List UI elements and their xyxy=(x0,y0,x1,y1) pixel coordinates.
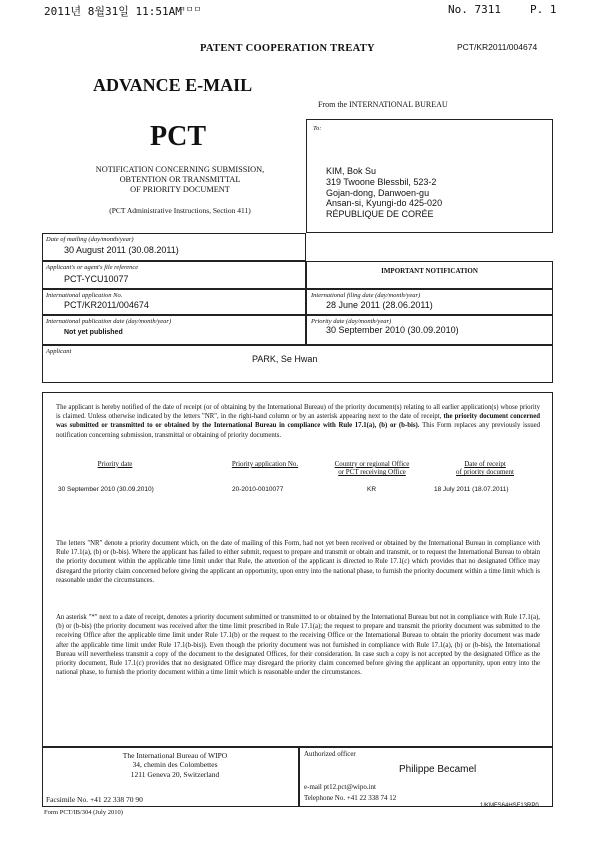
intl-app-value: PCT/KR2011/004674 xyxy=(64,300,149,310)
priority-date-value: 30 September 2010 (30.09.2010) xyxy=(326,325,459,335)
instructions-ref: (PCT Administrative Instructions, Section 411) xyxy=(109,206,251,215)
address-line: 319 Twoone Blessbil, 523-2 xyxy=(326,176,437,187)
pub-date-label: International publication date (day/month/year) xyxy=(46,318,172,325)
paragraph-1-c: This Form replaces any previously issued notification concerning submission, transmittal or obtaining of priority documents. xyxy=(56,422,541,439)
officer-name: Philippe Becamel xyxy=(399,764,477,775)
paragraph-1-a: The applicant is hereby notified of the date of receipt (or of obtaining by the International Bureau) of the priority document(s) relating to all earlier application(s) whose priority is claimed. Unless otherwise indicated by the letters "NR", in the right-hand column or by an asterisk appearing next to the date of receipt, xyxy=(56,404,540,421)
bureau-line: 34, chemin des Colombettes xyxy=(132,760,218,770)
address-line: RÉPUBLIQUE DE CORÉE xyxy=(326,209,434,220)
form-title xyxy=(60,165,300,195)
bureau-fax: Facsimile No. +41 22 338 70 90 xyxy=(46,795,143,804)
bureau-address xyxy=(90,751,260,779)
paragraph-1-b: the priority document concerned was submitted or transmitted to or obtained by the International Bureau in compliance with Rule 17.1(a), (b) or (b-bis). xyxy=(56,413,541,430)
advance-email: ADVANCE E-MAIL xyxy=(93,75,253,95)
col-priority-app-no xyxy=(210,460,320,468)
address-line: Gojan-dong, Danwoen-gu xyxy=(326,187,430,198)
fax-number: No. 7311 xyxy=(448,3,501,16)
fax-datetime: 2011년 8월31일 11:51AM xyxy=(44,5,182,18)
address-line: Ansan-si, Kyungi-do 425-020 xyxy=(326,198,443,209)
addressee-lines xyxy=(326,166,442,220)
cell-priority-app-no: 20-2010-0010077 xyxy=(232,486,284,493)
header-line: Priority application No. xyxy=(231,460,299,468)
footer-ref: 1/KMFS64HSF13RP0 xyxy=(480,803,539,809)
cell-receipt-date: 18 July 2011 (18.07.2011) xyxy=(434,486,509,493)
intl-app-label: International application No. xyxy=(46,292,123,299)
address-line: KIM, Bok Su xyxy=(326,166,377,176)
form-footer: Form PCT/IB/304 (July 2010) xyxy=(44,809,123,816)
officer-email: e-mail pt12.pct@wipo.int xyxy=(304,783,376,791)
mailing-date-label: Date of mailing (day/month/year) xyxy=(46,236,134,243)
from-line: From the INTERNATIONAL BUREAU xyxy=(318,100,448,109)
file-ref-label: Applicant's or agent's file reference xyxy=(46,264,139,271)
pub-date-value: Not yet published xyxy=(64,329,123,336)
col-receipt-date xyxy=(425,460,545,477)
form-title-line: NOTIFICATION CONCERNING SUBMISSION, xyxy=(95,165,265,174)
officer-label: Authorized officer xyxy=(304,750,356,758)
fax-code: ㅋㅁㅁ xyxy=(178,5,202,14)
officer-phone: Telephone No. +41 22 338 74 12 xyxy=(304,794,397,802)
mailing-date-value: 30 August 2011 (30.08.2011) xyxy=(64,245,179,255)
header-line: or PCT receiving Office xyxy=(338,468,406,477)
filing-date-value: 28 June 2011 (28.06.2011) xyxy=(326,300,433,310)
to-label: To: xyxy=(313,125,322,132)
priority-date-label: Priority date (day/month/year) xyxy=(311,318,392,325)
paragraph-2: The letters "NR" denote a priority document which, on the date of mailing of this Form, had not yet been received or obtained by the International Bureau in compliance with Rule 17.1(a), (b) or (b-bis). Where the applicant has failed to either submit, request to prepare and transmit or obtain and transmit, or to request the International Bureau to obtain the priority document within the applicable time limit under that Rule, the attention of the applicant is directed to Rule 17.1(c) which provides that no designated Office may disregard the priority claim concerned before giving the applicant an opportunity, upon entry into the national phase, to furnish the priority document within a time limit which is reasonable under the circumstances. xyxy=(56,540,540,584)
important-notification: IMPORTANT NOTIFICATION xyxy=(381,267,478,275)
col-priority-date xyxy=(60,460,170,468)
filing-date-label: International filing date (day/month/year) xyxy=(311,292,421,299)
form-title-line: OF PRIORITY DOCUMENT xyxy=(130,184,230,194)
form-title-line: OBTENTION OR TRANSMITTAL xyxy=(119,174,241,184)
header-line: Priority date xyxy=(97,460,133,468)
paragraph-3: An asterisk "*" next to a date of receipt, denotes a priority document submitted or transmitted to or obtained by the International Bureau but not in compliance with Rule 17.1(a), (b) or (b-bis) (the priority document was received after the time limit prescribed in Rule 17.1(a); the request to prepare and transmit the priority document was submitted to the receiving Office after the applicable time limit under Rule 17.1(b) or the request to the receiving Office or the International Bureau to obtain the priority document was made after the applicable time limit under Rule 17.1(b-bis)). Even though the priority document was not furnished in compliance with Rule 17.1(a), (b) or (b-bis), the International Bureau will nevertheless transmit a copy of the document to the designated Offices, for their consideration. In case such a copy is not accepted by the designated Office as the priority document, Rule 17.1(c) provides that no designated Office may disregard the priority claim concerned before giving the applicant an opportunity, upon entry into the national phase, to furnish the priority document within a time limit which is reasonable under the circumstances. xyxy=(56,614,540,677)
important-box xyxy=(306,261,553,289)
paragraph-1 xyxy=(56,403,540,440)
app-number-top: PCT/KR2011/004674 xyxy=(457,42,538,52)
header-line: Date of receipt xyxy=(464,460,506,468)
pct-title: PCT xyxy=(150,121,206,152)
header-line: of priority document xyxy=(456,468,514,477)
bureau-line: The International Bureau of WIPO xyxy=(122,751,228,760)
header-line: Country or regional Office xyxy=(334,460,410,468)
file-ref-value: PCT-YCU10077 xyxy=(64,274,129,284)
col-country-office xyxy=(312,460,432,477)
fax-page: P. 1 xyxy=(530,3,557,16)
cell-priority-date: 30 September 2010 (30.09.2010) xyxy=(58,486,154,493)
bureau-line: 1211 Geneva 20, Switzerland xyxy=(130,769,220,779)
cell-country-office: KR xyxy=(367,486,377,493)
treaty-title: PATENT COOPERATION TREATY xyxy=(200,43,375,54)
applicant-label: Applicant xyxy=(46,348,72,355)
applicant-value: PARK, Se Hwan xyxy=(252,354,318,364)
